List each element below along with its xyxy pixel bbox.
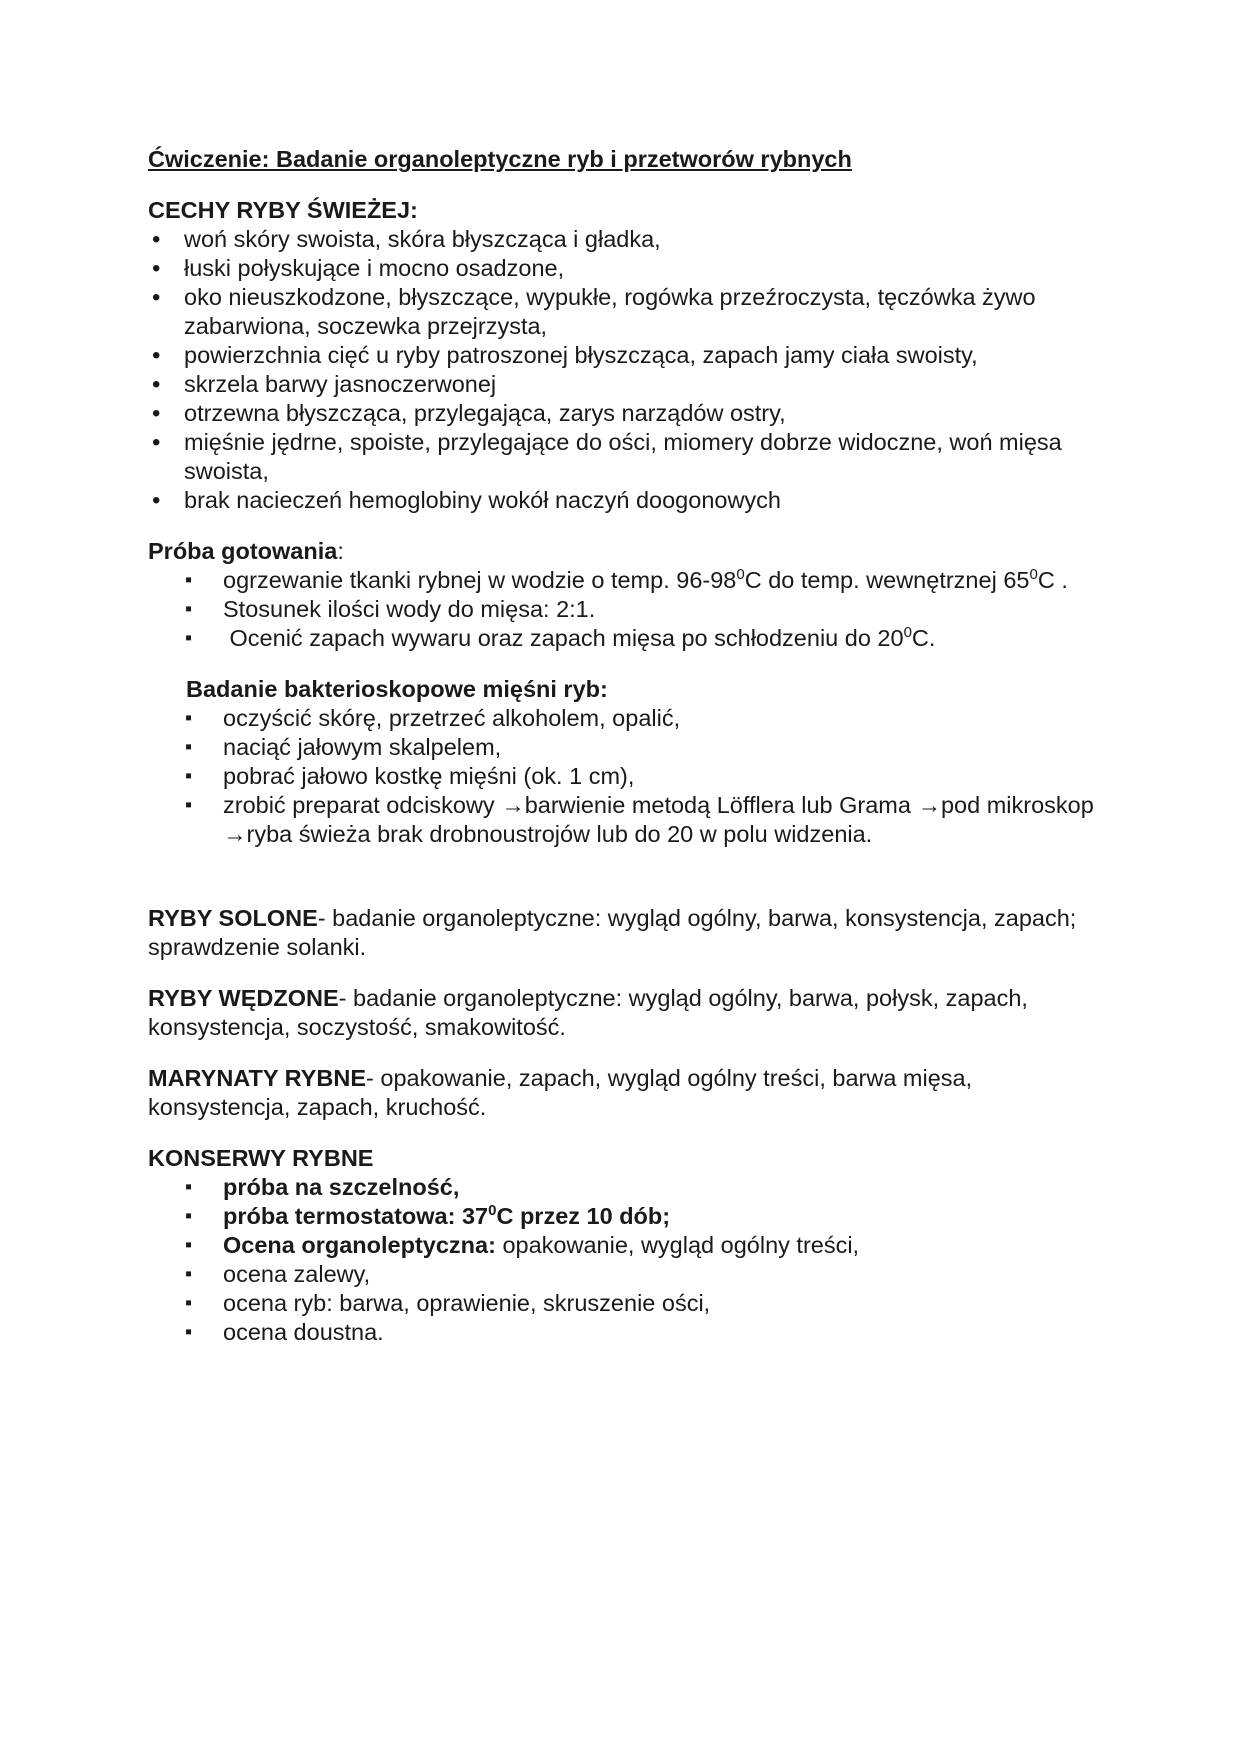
salted-fish-paragraph: RYBY SOLONE- badanie organoleptyczne: wygląd ogólny, barwa, konsystencja, zapach; sprawdzenie solanki.: [148, 905, 1077, 960]
list-item: • brak nacieczeń hemoglobiny wokół naczyń doogonowych: [148, 486, 1108, 515]
cooking-heading: Próba gotowania:: [148, 538, 344, 564]
list-item: ▪ zrobić preparat odciskowy →barwienie metodą Löfflera lub Grama →pod mikroskop →ryba świeża brak drobnoustrojów lub do 20 w polu widzenia.: [148, 791, 1108, 849]
smoked-fish-paragraph: RYBY WĘDZONE- badanie organoleptyczne: wygląd ogólny, barwa, połysk, zapach, konsystencja, soczystość, smakowitość.: [148, 985, 1028, 1040]
marinades-paragraph: MARYNATY RYBNE- opakowanie, zapach, wygląd ogólny treści, barwa mięsa, konsystencja, zapach, kruchość.: [148, 1065, 973, 1120]
list-item: ▪ Ocena organoleptyczna: opakowanie, wygląd ogólny treści,: [148, 1231, 1108, 1260]
list-item: ▪ ocena doustna.: [148, 1318, 1108, 1347]
canned-fish-list: [148, 1173, 1108, 1347]
list-item: ▪ ocena zalewy,: [148, 1260, 1108, 1289]
document-page: [148, 145, 1108, 1347]
list-item: • oko nieuszkodzone, błyszczące, wypukłe, rogówka przeźroczysta, tęczówka żywo zabarwiona, soczewka przejrzysta,: [148, 283, 1108, 341]
fresh-fish-list: [148, 225, 1108, 515]
list-item: • woń skóry swoista, skóra błyszcząca i gładka,: [148, 225, 1108, 254]
cooking-list: [148, 566, 1108, 653]
list-item: • łuski połyskujące i mocno osadzone,: [148, 254, 1108, 283]
fresh-fish-heading: CECHY RYBY ŚWIEŻEJ:: [148, 197, 418, 223]
list-item: • otrzewna błyszcząca, przylegająca, zarys narządów ostry,: [148, 399, 1108, 428]
list-item: ▪ ogrzewanie tkanki rybnej w wodzie o temp. $96-98^0C$ do temp. wewnętrznej $65^0C$ .: [148, 566, 1108, 595]
bacterio-list: [148, 704, 1108, 849]
list-item: ▪ Ocenić zapach wywaru oraz zapach mięsa po schłodzeniu do $20^0C$.: [148, 624, 1108, 653]
canned-fish-heading: KONSERWY RYBNE: [148, 1145, 374, 1171]
list-item: ▪ próba na szczelność,: [148, 1173, 1108, 1202]
document-title: Ćwiczenie: Badanie organoleptyczne ryb i przetworów rybnych: [148, 146, 852, 172]
list-item: • powierzchnia cięć u ryby patroszonej błyszcząca, zapach jamy ciała swoisty,: [148, 341, 1108, 370]
list-item: ▪ naciąć jałowym skalpelem,: [148, 733, 1108, 762]
list-item: • skrzela barwy jasnoczerwonej: [148, 370, 1108, 399]
list-item: ▪ Stosunek ilości wody do mięsa: 2:1.: [148, 595, 1108, 624]
list-item: ▪ ocena ryb: barwa, oprawienie, skruszenie ości,: [148, 1289, 1108, 1318]
list-item: ▪ próba termostatowa: $37^0C$ przez 10 dób;: [148, 1202, 1108, 1231]
list-item: ▪ oczyścić skórę, przetrzeć alkoholem, opalić,: [148, 704, 1108, 733]
bacterio-heading: Badanie bakterioskopowe mięśni ryb:: [186, 676, 608, 702]
list-item: ▪ pobrać jałowo kostkę mięśni (ok. 1 cm),: [148, 762, 1108, 791]
list-item: • mięśnie jędrne, spoiste, przylegające do ości, miomery dobrze widoczne, woń mięsa swoista,: [148, 428, 1108, 486]
